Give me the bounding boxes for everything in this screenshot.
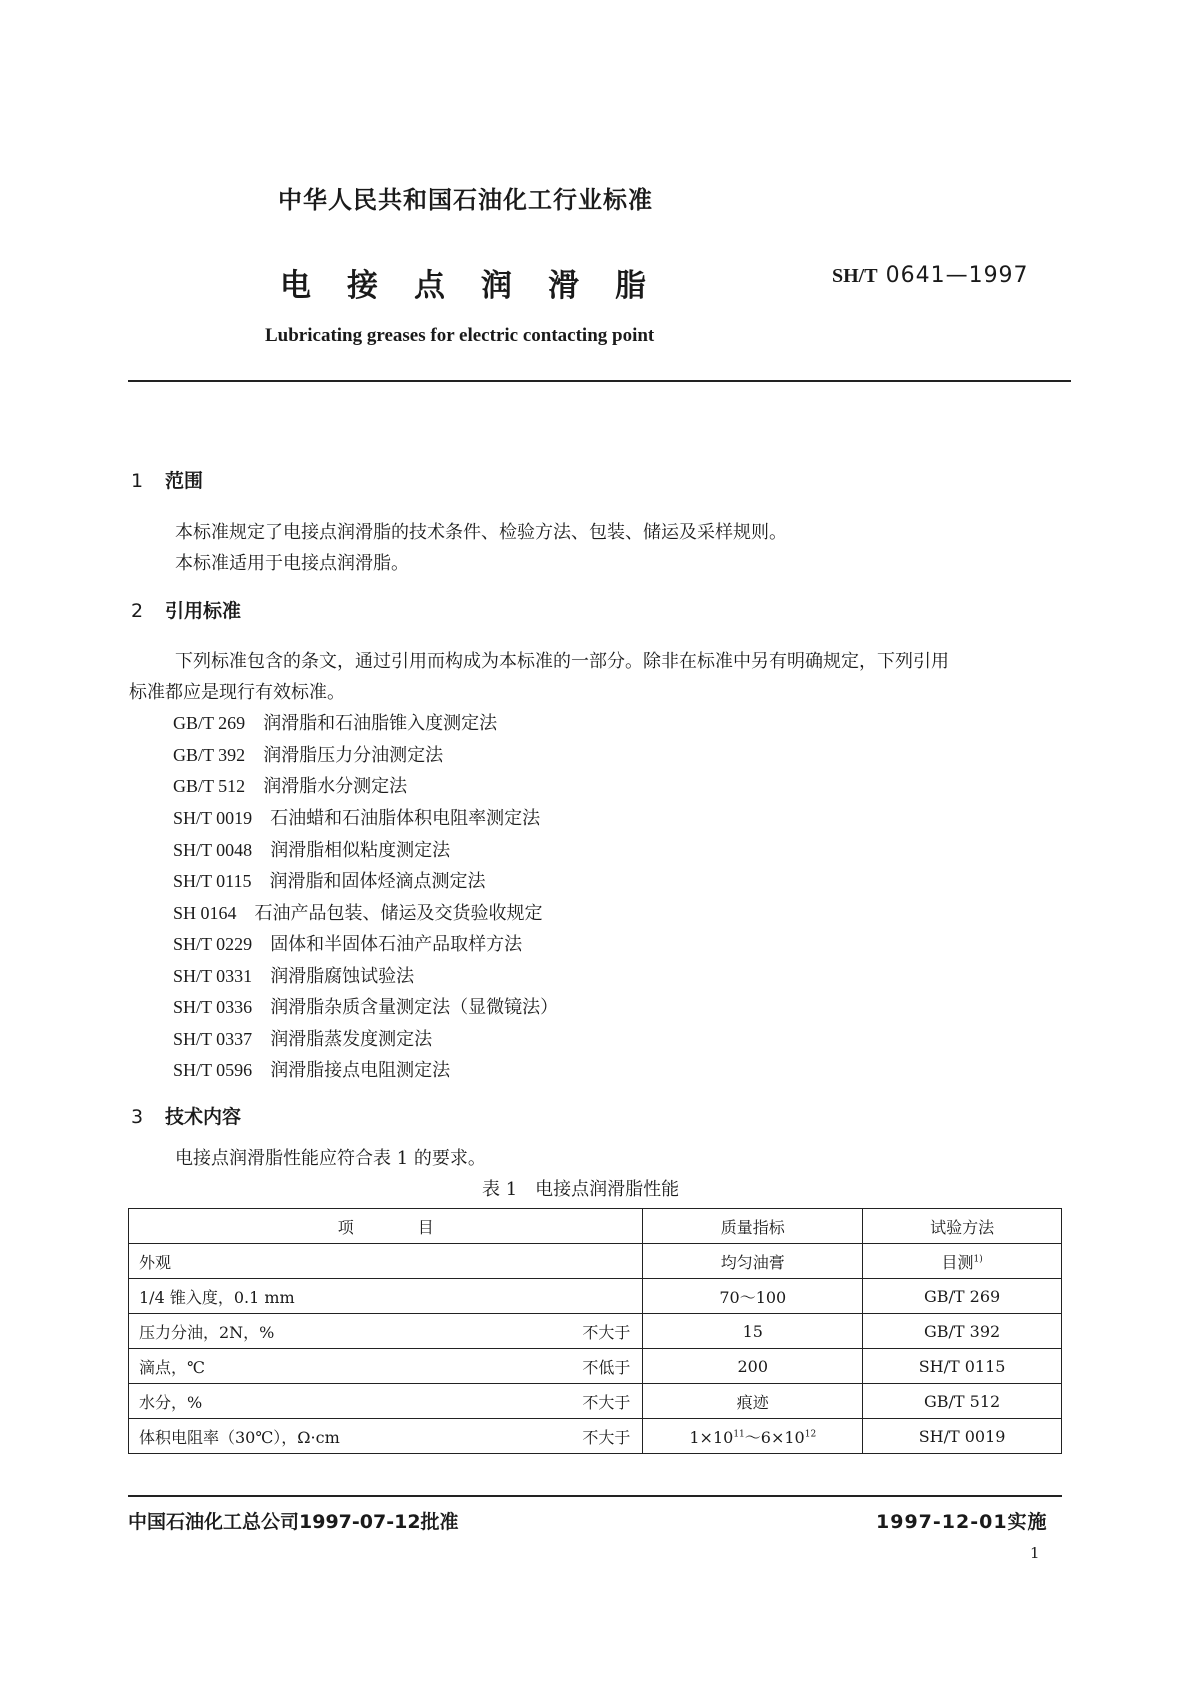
standard-code-prefix: SH/T [832,265,878,287]
item-condition: 不大于 [582,1427,631,1447]
reference-name: 润滑脂和石油脂锥入度测定法 [263,713,498,734]
item-label: 外观 [139,1252,172,1272]
reference-code: SH/T 0229 [173,934,253,954]
item-condition: 不大于 [582,1322,631,1342]
reference-code: SH/T 0596 [173,1060,253,1080]
item-label: 压力分油，2N，% [139,1322,275,1342]
cell-method: GB/T 269 [863,1279,1062,1314]
reference-item [173,709,497,735]
item-condition: 不大于 [582,1392,631,1412]
reference-name: 润滑脂和固体烃滴点测定法 [269,871,486,892]
reference-code: SH/T 0048 [173,840,253,860]
spec-base-1: 1×10 [689,1427,734,1447]
reference-name: 石油产品包装、储运及交货验收规定 [254,903,543,924]
section-2-paragraph-line-2: 标准都应是现行有效标准。 [129,682,345,703]
standard-code [832,263,1029,288]
cell-spec: 200 [643,1349,863,1384]
reference-item [173,1056,450,1082]
cell-item [129,1384,643,1419]
section-1-paragraph-1: 本标准规定了电接点润滑脂的技术条件、检验方法、包装、储运及采样规则。 [175,522,787,543]
reference-name: 润滑脂水分测定法 [263,776,408,797]
reference-code: SH/T 0336 [173,997,253,1017]
table-caption: 表 1 电接点润滑脂性能 [482,1179,680,1200]
table-row [129,1349,1062,1384]
cell-item [129,1419,643,1454]
table-row [129,1244,1062,1279]
cell-item [129,1349,643,1384]
section-2-paragraph-line-1: 下列标准包含的条文，通过引用而构成为本标准的一部分。除非在标准中另有明确规定，下列引用 [175,651,949,672]
cell-method: GB/T 512 [863,1384,1062,1419]
reference-code: SH/T 0115 [173,871,252,891]
standard-code-number: 0641—1997 [885,263,1029,288]
reference-name: 润滑脂杂质含量测定法（显微镜法） [270,997,559,1018]
item-label: 水分，% [139,1392,203,1412]
footnote-marker: 1) [973,1254,983,1265]
cell-item [129,1279,643,1314]
reference-code: SH/T 0331 [173,966,253,986]
reference-item [173,836,450,862]
spec-mid: ～6×10 [744,1427,805,1447]
cell-method: SH/T 0115 [863,1349,1062,1384]
item-label: 滴点，℃ [139,1357,205,1377]
cell-spec: 痕迹 [643,1384,863,1419]
table-row [129,1279,1062,1314]
header-method: 试验方法 [863,1209,1062,1244]
section-1-paragraph-2: 本标准适用于电接点润滑脂。 [175,553,409,574]
reference-code: GB/T 392 [173,745,246,765]
footer-divider [128,1495,1062,1497]
reference-item [173,962,414,988]
section-1-number: 1 [131,470,144,492]
cell-spec: 70～100 [643,1279,863,1314]
reference-name: 石油蜡和石油脂体积电阻率测定法 [270,808,541,829]
reference-item [173,930,522,956]
reference-item [173,772,407,798]
section-2-title: 引用标准 [165,600,242,622]
reference-code: GB/T 512 [173,776,246,796]
table-header-row [129,1209,1062,1244]
reference-item [173,867,486,893]
performance-table [128,1208,1062,1454]
english-title: Lubricating greases for electric contacting point [265,325,655,346]
reference-name: 固体和半固体石油产品取样方法 [270,934,523,955]
approval-line: 中国石油化工总公司1997-07-12批准 [128,1511,459,1533]
reference-name: 润滑脂腐蚀试验法 [270,966,415,987]
cell-method: GB/T 392 [863,1314,1062,1349]
section-3-paragraph: 电接点润滑脂性能应符合表 1 的要求。 [175,1148,486,1169]
section-3-number: 3 [131,1106,144,1128]
reference-item [173,993,558,1019]
reference-item [173,804,540,830]
reference-name: 润滑脂接点电阻测定法 [270,1060,451,1081]
section-1-heading [131,466,203,493]
section-1-title: 范围 [165,470,204,492]
method-label: 目测 [941,1252,974,1272]
reference-name: 润滑脂蒸发度测定法 [270,1029,433,1050]
header-item: 项 目 [129,1209,643,1244]
cell-spec [643,1419,863,1454]
reference-item [173,899,543,925]
section-2-heading [131,596,241,623]
item-label: 1/4 锥入度，0.1 mm [139,1287,295,1307]
header-divider [128,380,1071,382]
section-2-number: 2 [131,600,144,622]
reference-name: 润滑脂压力分油测定法 [263,745,444,766]
reference-name: 润滑脂相似粘度测定法 [270,840,451,861]
cell-method: SH/T 0019 [863,1419,1062,1454]
reference-code: SH/T 0019 [173,808,253,828]
item-condition: 不低于 [582,1357,631,1377]
header-spec: 质量指标 [643,1209,863,1244]
cell-item [129,1314,643,1349]
table-row [129,1419,1062,1454]
section-3-heading [131,1102,241,1129]
spec-exponent-1: 11 [733,1429,745,1440]
cell-item [129,1244,643,1279]
spec-exponent-2: 12 [804,1429,817,1440]
reference-item [173,741,443,767]
effective-date: 1997-12-01实施 [876,1511,1048,1533]
document-title: 电接点润滑脂 [280,268,682,304]
org-title: 中华人民共和国石油化工行业标准 [278,186,653,214]
reference-code: GB/T 269 [173,713,246,733]
cell-spec: 均匀油膏 [643,1244,863,1279]
reference-code: SH/T 0337 [173,1029,253,1049]
table-row [129,1314,1062,1349]
cell-method [863,1244,1062,1279]
table-row [129,1384,1062,1419]
item-label: 体积电阻率（30℃），Ω·cm [139,1427,340,1447]
page-number: 1 [1030,1544,1040,1562]
reference-item [173,1025,432,1051]
section-3-title: 技术内容 [165,1106,242,1128]
reference-code: SH 0164 [173,903,237,923]
cell-spec: 15 [643,1314,863,1349]
